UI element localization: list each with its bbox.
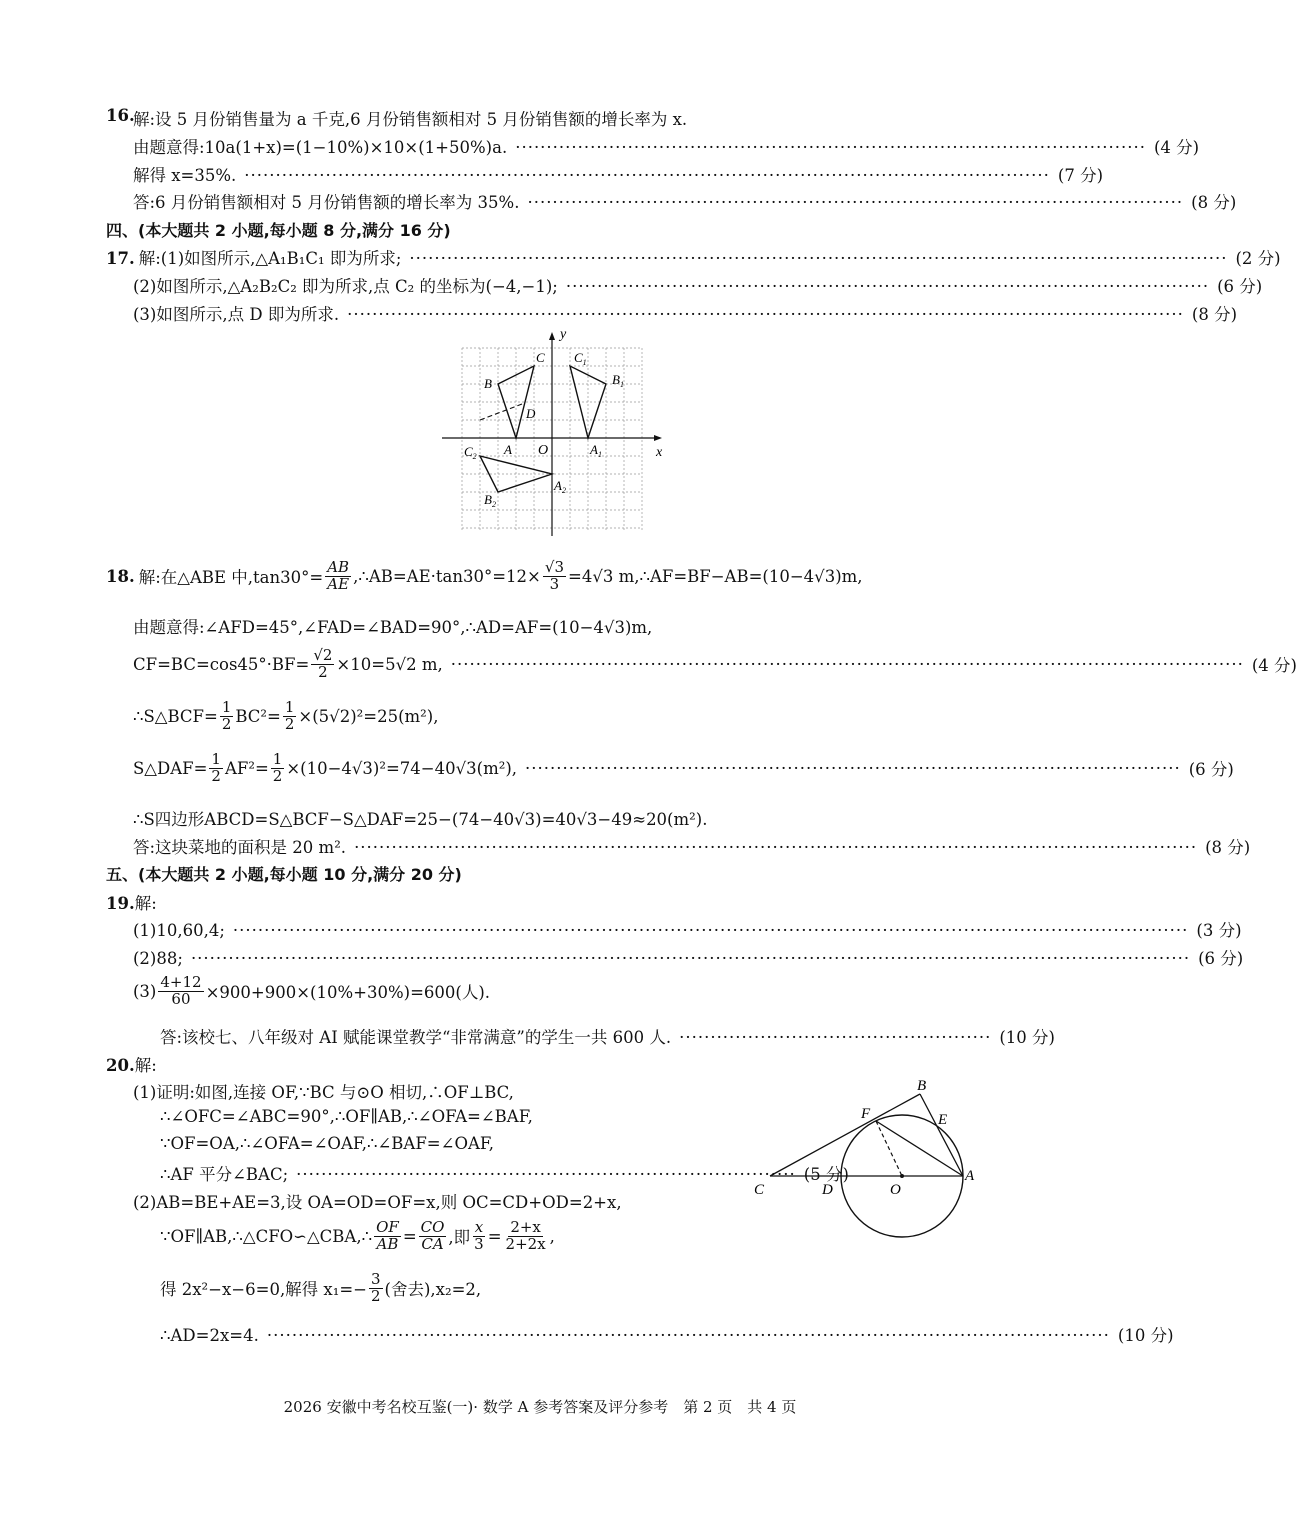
q18-line-2: 由题意得:∠AFD=45°,∠FAD=∠BAD=90°,∴AD=AF=(10−4√3)m,	[133, 618, 653, 637]
q17-coordinate-grid-figure	[440, 326, 670, 540]
line-ba	[920, 1094, 963, 1176]
denominator: 3	[549, 574, 560, 593]
fraction-2x	[504, 1220, 548, 1253]
label-a1: $A_1$	[590, 442, 602, 459]
fraction-sqrt3-3	[543, 560, 566, 593]
q19-line-2	[133, 945, 1244, 969]
q20-conclusion-1: ∴AF 平分∠BAC;	[160, 1165, 289, 1184]
q19-line-4	[160, 1024, 1055, 1048]
leader-dots: ·······································································································································	[354, 838, 1198, 857]
score: (6 分)	[1198, 949, 1244, 968]
label-c: C	[754, 1182, 765, 1198]
label-e: E	[938, 1112, 948, 1128]
label-d: D	[526, 406, 536, 421]
fraction-of-ab	[374, 1220, 401, 1253]
leader-dots: ·······························································································································	[450, 654, 1244, 674]
q20-line-6	[160, 1220, 1240, 1253]
score: (8 分)	[1205, 838, 1251, 857]
q20-label: 20.	[106, 1056, 135, 1075]
q19-label: 19.	[106, 894, 135, 913]
q20-line-0	[106, 1052, 1186, 1076]
q17-part2: (2)如图所示,△A₂B₂C₂ 即为所求,点 C₂ 的坐标为(−4,−1);	[133, 277, 558, 296]
q18-sdaf-mid: AF²=	[224, 758, 269, 778]
leader-dots: ································································································································································	[190, 949, 1191, 968]
q17-line-1	[106, 245, 1281, 269]
center-dot	[900, 1174, 904, 1178]
score: (3 分)	[1196, 921, 1242, 940]
q19-part2: (2)88;	[133, 949, 183, 968]
q18-sbcf-text: ∴S△BCF=	[133, 706, 218, 726]
q18-cf-result: ×10=5√2 m,	[336, 654, 443, 674]
denominator: AB	[376, 1234, 399, 1253]
numerator: OF	[376, 1218, 399, 1236]
x-axis-arrow-icon	[654, 435, 662, 441]
q16-answer: 答:6 月份销售额相对 5 月份销售额的增长率为 35%.	[133, 193, 520, 212]
label-b1: $B_1$	[612, 372, 624, 389]
q19-answer: 答:该校七、八年级对 AI 赋能课堂教学“非常满意”的学生一共 600 人.	[160, 1028, 672, 1047]
q18-text-b: ,∴AB=AE·tan30°=12×	[353, 566, 541, 586]
q19-line-0	[106, 890, 1186, 914]
score: (8 分)	[1191, 193, 1237, 212]
numerator: x	[474, 1218, 484, 1236]
q17-part3: (3)如图所示,点 D 即为所求.	[133, 305, 340, 324]
label-a: A	[965, 1168, 975, 1184]
q18-sbcf-mid: BC²=	[235, 706, 281, 726]
fraction-3-2	[369, 1272, 383, 1305]
q17-line-2	[133, 273, 1263, 297]
q20-similar-text: ∵OF∥AB,∴△CFO∽△CBA,∴	[160, 1226, 373, 1246]
leader-dots: ·······································································································································	[266, 1326, 1110, 1345]
q20-line-7	[160, 1272, 1240, 1305]
numerator: 4+12	[160, 973, 202, 991]
q20-line-5: (2)AB=BE+AE=3,设 OA=OD=OF=x,则 OC=CD+OD=2+x,	[133, 1193, 622, 1212]
q18-answer: 答:这块菜地的面积是 20 m².	[133, 838, 347, 857]
fraction-co-ca	[419, 1220, 447, 1253]
q17-line-3	[133, 301, 1238, 325]
numerator: 3	[371, 1270, 381, 1288]
q19-part3-label: (3)	[133, 981, 157, 1001]
leader-dots: ················································································	[296, 1165, 796, 1184]
score: (8 分)	[1191, 305, 1238, 324]
score: (10 分)	[1117, 1326, 1174, 1345]
fraction-x-3	[472, 1220, 486, 1253]
page-footer: 2026 安徽中考名校互鉴(一)· 数学 A 参考答案及评分参考 第 2 页 共 4 页	[283, 1398, 797, 1416]
score: (7 分)	[1057, 166, 1104, 185]
denominator: 2	[221, 714, 232, 733]
q16-solution: 解得 x=35%.	[133, 166, 237, 185]
q19-part1: (1)10,60,4;	[133, 921, 225, 940]
section-5-heading: 五、(本大题共 2 小题,每小题 10 分,满分 20 分)	[106, 865, 462, 884]
q20-line-8	[160, 1322, 1174, 1346]
label-o: O	[890, 1182, 901, 1198]
q20-quadratic-text: 得 2x²−x−6=0,解得 x₁=−	[160, 1280, 367, 1300]
q16-line-3	[133, 162, 1104, 186]
q18-sdaf-text: S△DAF=	[133, 758, 208, 778]
denominator: CA	[421, 1234, 444, 1253]
label-d: D	[822, 1182, 833, 1198]
denominator: 2	[211, 766, 221, 785]
q20-quadratic-result: (舍去),x₂=2,	[384, 1280, 482, 1300]
fraction-half	[209, 752, 223, 785]
denominator: 3	[474, 1234, 484, 1253]
label-c1: $C_1$	[574, 350, 587, 367]
label-x: x	[656, 445, 663, 460]
q20-final: ∴AD=2x=4.	[160, 1326, 259, 1345]
label-b: B	[484, 376, 492, 391]
leader-dots: ·································································································································	[244, 166, 1050, 185]
q16-text: 解:设 5 月份销售量为 a 千克,6 月份销售额相对 5 月份销售额的增长率为 x.	[133, 110, 688, 129]
score: (10 分)	[999, 1028, 1055, 1047]
leader-dots: ···································································································································	[409, 249, 1228, 268]
equals: =	[487, 1226, 502, 1246]
leader-dots: ··················································	[679, 1028, 992, 1047]
q18-sbcf-result: ×(5√2)²=25(m²),	[298, 706, 439, 726]
numerator: 1	[284, 698, 295, 716]
score: (4 分)	[1251, 656, 1297, 676]
numerator: 1	[211, 750, 221, 768]
q18-label: 18.	[106, 566, 135, 586]
q18-line-1	[106, 560, 1186, 593]
q20-ie: ,即	[448, 1228, 471, 1248]
denominator: 2	[371, 1286, 381, 1305]
numerator: √2	[313, 646, 333, 664]
fraction-16-60	[158, 975, 203, 1008]
comma: ,	[549, 1226, 555, 1246]
q20-line-2: ∴∠OFC=∠ABC=90°,∴OF∥AB,∴∠OFA=∠BAF,	[160, 1107, 533, 1126]
q18-text-c: =4√3 m,∴AF=BF−AB=(10−4√3)m,	[568, 566, 863, 586]
q18-line-7	[133, 834, 1251, 858]
label-b2: $B_2$	[484, 492, 496, 509]
denominator: 60	[171, 989, 191, 1008]
q18-line-6: ∴S四边形ABCD=S△BCF−S△DAF=25−(74−40√3)=40√3−49≈20(m²).	[133, 810, 708, 829]
denominator: AE	[327, 574, 350, 593]
leader-dots: ·····································································································	[515, 138, 1146, 157]
q18-line-4	[133, 700, 1213, 733]
numerator: CO	[420, 1218, 445, 1236]
q18-line-3	[133, 646, 1297, 681]
q17-part1: 解:(1)如图所示,△A₁B₁C₁ 即为所求;	[138, 249, 402, 268]
leader-dots: ······································································································································	[347, 305, 1184, 324]
q19-solve: 解:	[134, 894, 157, 913]
numerator: 2+x	[510, 1218, 541, 1236]
q16-line-4	[133, 189, 1237, 213]
score: (6 分)	[1188, 760, 1234, 780]
score: (6 分)	[1217, 277, 1263, 296]
leader-dots: ·········································································································	[527, 193, 1184, 212]
q19-part3-text: ×900+900×(10%+30%)=600(人).	[205, 983, 491, 1003]
q16-label: 16.	[106, 106, 135, 125]
denominator: 2+2x	[505, 1234, 546, 1253]
q20-line-4	[160, 1161, 849, 1185]
fraction-sqrt2-2	[311, 648, 334, 681]
denominator: 2	[284, 714, 295, 733]
label-b: B	[917, 1078, 927, 1094]
score: (2 分)	[1235, 249, 1281, 268]
fraction-ab-ae	[325, 560, 351, 593]
leader-dots: ·························································································································································	[232, 921, 1189, 940]
q16-equation: 由题意得:10a(1+x)=(1−10%)×10×(1+50%)a.	[133, 138, 508, 157]
section-4-heading: 四、(本大题共 2 小题,每小题 8 分,满分 16 分)	[106, 221, 451, 240]
label-o: O	[538, 443, 549, 458]
q20-line-1: (1)证明:如图,连接 OF,∵BC 与⊙O 相切,∴OF⊥BC,	[133, 1083, 514, 1102]
numerator: AB	[327, 558, 350, 576]
label-a2: $A_2$	[554, 478, 566, 495]
score: (5 分)	[803, 1165, 849, 1184]
equals: =	[402, 1226, 417, 1246]
label-a: A	[504, 442, 512, 457]
q18-line-5	[133, 750, 1234, 785]
label-f: F	[861, 1106, 871, 1122]
score: (4 分)	[1153, 138, 1200, 157]
leader-dots: ·······································································································	[565, 277, 1210, 296]
label-c2: $C_2$	[464, 444, 477, 461]
q18-text-a: 解:在△ABE 中,tan30°=	[138, 568, 324, 588]
q16-line-2	[133, 134, 1200, 158]
q20-circle-figure	[748, 1072, 980, 1264]
q17-label: 17.	[106, 249, 135, 268]
fraction-half	[271, 752, 285, 785]
q18-sdaf-result: ×(10−4√3)²=74−40√3(m²),	[286, 758, 518, 778]
numerator: √3	[544, 558, 564, 576]
denominator: 2	[318, 662, 328, 681]
numerator: 1	[221, 698, 232, 716]
fraction-half	[283, 700, 297, 733]
leader-dots: ·········································································································	[525, 758, 1181, 778]
q20-solve: 解:	[134, 1056, 157, 1075]
label-y: y	[560, 327, 567, 342]
q19-line-3	[133, 975, 1213, 1008]
q19-line-1	[133, 917, 1242, 941]
fraction-half	[220, 700, 234, 733]
label-c: C	[536, 350, 545, 365]
denominator: 2	[272, 766, 283, 785]
y-axis-arrow-icon	[549, 332, 555, 340]
q18-cf-text: CF=BC=cos45°·BF=	[133, 654, 310, 674]
numerator: 1	[272, 750, 283, 768]
q20-line-3: ∵OF=OA,∴∠OFA=∠OAF,∴∠BAF=∠OAF,	[160, 1134, 495, 1153]
